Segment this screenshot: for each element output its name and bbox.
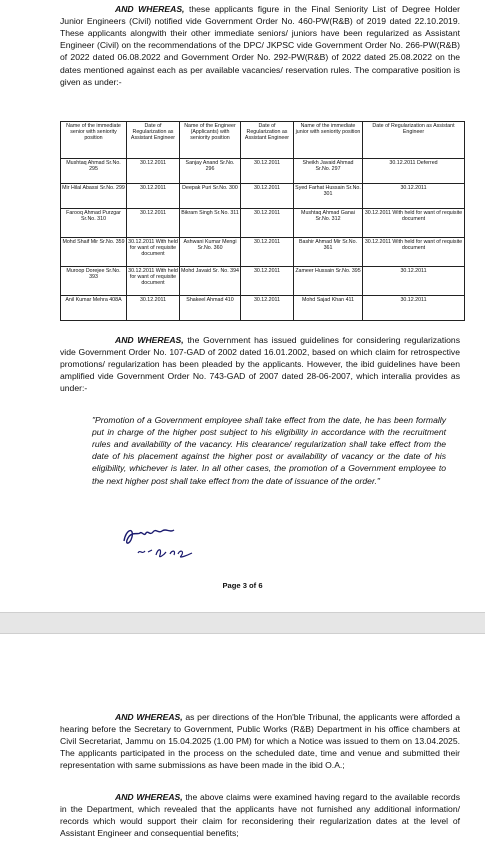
- table-header: Date of Regularization as Assistant Engineer: [363, 122, 465, 159]
- table-row: [61, 267, 465, 296]
- table-cell: 30.12.2011: [241, 296, 294, 321]
- page-number: Page 3 of 6: [222, 581, 263, 590]
- table-cell: Zameer Hussain Sr.No. 395: [294, 267, 363, 296]
- table-cell: Muroop Dorejee Sr.No. 393: [61, 267, 127, 296]
- table-row: [61, 184, 465, 209]
- paragraph-lead: AND WHEREAS,: [115, 711, 183, 722]
- paragraph-lead: AND WHEREAS,: [115, 791, 183, 802]
- table-cell: 30.12.2011: [127, 296, 180, 321]
- paragraph-text: the above claims were examined having regard to the available records in the Department, which revealed that the applicants have not furnished any additional information/ records which would support their claim for reconsidering their regularization dates at the level of Assistant Engineer and consequential benefits;: [60, 791, 460, 839]
- quoted-order-text: "Promotion of a Government employee shall take effect from the date, he has been formally put in charge of the higher post subject to his eligibility in accordance with the recruitment rules and availability of the vacancy. His clearance/ regularization shall take effect from the date of his placement against the higher post or availability of vacancy or the date of his eligibility, whichever is later. In all other cases, the promotion of a Government employee to the next higher post shall take effect from the date of issuance of the order.": [92, 414, 446, 486]
- table-cell: 30.12.2011 With held for want of requisite document: [127, 238, 180, 267]
- table-cell: Mir Hilal Abassi Sr.No. 299: [61, 184, 127, 209]
- table-cell: Syed Farhat Hussain Sr.No. 301: [294, 184, 363, 209]
- table-cell: 30.12.2011 With held for want of requisite document: [363, 209, 465, 238]
- table-cell: Farooq Ahmad Purzgar Sr.No. 310: [61, 209, 127, 238]
- table-cell: 30.12.2011: [127, 159, 180, 184]
- table-row: [61, 159, 465, 184]
- table-cell: 30.12.2011: [241, 238, 294, 267]
- table-cell: Mohd Shaif Mir Sr.No. 359: [61, 238, 127, 267]
- paragraph-text: as per directions of the Hon'ble Tribunal, the applicants were afforded a hearing before the Secretary to Government, Public Works (R&B) Department in his office chambers at Civil Secretariat, Jammu on 15.04.2025 (1.00 PM) for which a Notice was issued to them on 13.04.2025. The applicants participated in the process on the scheduled date, time and venue and submitted their representation with same submissions as have been made in the ibid O.A.;: [60, 711, 460, 771]
- page-separator: [0, 612, 485, 634]
- table-header: Name of the Engineer (Applicants) with seniority position: [180, 122, 241, 159]
- paragraph-lead: AND WHEREAS,: [115, 334, 184, 345]
- handwritten-signature: [118, 521, 213, 563]
- table-cell: Bikram Singh Sr.No. 311: [180, 209, 241, 238]
- table-cell: Deepak Puri Sr.No. 300: [180, 184, 241, 209]
- table-cell: Mushtaq Ahmad Sr.No. 295: [61, 159, 127, 184]
- table-cell: 30.12.2011: [241, 184, 294, 209]
- paragraph-hearing: [60, 711, 460, 772]
- table-header: Date of Regularization as Assistant Engineer: [241, 122, 294, 159]
- table-header: Name of the immediate senior with seniority position: [61, 122, 127, 159]
- document-page-4: [0, 634, 485, 846]
- table-cell: 30.12.2011: [363, 184, 465, 209]
- paragraph-seniority: [60, 3, 460, 88]
- table-row: [61, 296, 465, 321]
- table-cell: Mohd Javaid Sr. No. 394: [180, 267, 241, 296]
- table-header-row: [61, 122, 465, 159]
- signature-icon: [118, 521, 213, 563]
- table-cell: Sheikh Javaid Ahmad Sr.No. 297: [294, 159, 363, 184]
- paragraph-examination: [60, 791, 460, 840]
- table-cell: 30.12.2011: [241, 159, 294, 184]
- table-cell: 30.12.2011: [241, 209, 294, 238]
- table-cell: Bashir Ahmad Mir Sr.No. 361: [294, 238, 363, 267]
- paragraph-text: the Government has issued guidelines for considering regularizations vide Government Order No. 107-GAD of 2002 dated 16.01.2002, based on which claim for retrospective promotions/ regularization has been pleaded by the applicants. However, the ibid guidelines have been amplified vide Government Order No. 743-GAD of 2007 dated 28-06-2007, which interalia provides as under:-: [60, 334, 460, 394]
- table-cell: Anil Kumar Mehra 408A: [61, 296, 127, 321]
- table-cell: Mushtaq Ahmad Ganai Sr.No. 312: [294, 209, 363, 238]
- table-cell: 30.12.2011: [241, 267, 294, 296]
- paragraph-guidelines: [60, 334, 460, 395]
- table-cell: Ashwani Kumar Mengi Sr.No. 360: [180, 238, 241, 267]
- table-cell: 30.12.2011: [127, 209, 180, 238]
- table-cell: 30.12.2011: [363, 296, 465, 321]
- table-header: Name of the immediate junior with seniority position: [294, 122, 363, 159]
- table-row: [61, 209, 465, 238]
- table-cell: 30.12.2011: [363, 267, 465, 296]
- comparative-position-table: [60, 121, 465, 321]
- paragraph-text: these applicants figure in the Final Seniority List of Degree Holder Junior Engineers (Civil) notified vide Government Order No. 460-PW(R&B) of 2019 dated 22.10.2019. These applicants alongwith their other immediate seniors/ juniors have been regularized as Assistant Engineer (Civil) on the recommendations of the DPC/ JKPSC vide Government Order No. 266-PW(R&B) of 2022 dated 06.08.2022 and Government Order No. 292-PW(R&B) of 2022 dated 25.08.2022 on the dates mentioned against each as per available vacancies/ reservation rules. The comparative position is given as under:-: [60, 3, 460, 87]
- table-cell: 30.12.2011: [127, 184, 180, 209]
- table-cell: Shakeel Ahmad 410: [180, 296, 241, 321]
- table-header: Date of Regularization as Assistant Engineer: [127, 122, 180, 159]
- table-cell: 30.12.2011 Deferred: [363, 159, 465, 184]
- table-row: [61, 238, 465, 267]
- table-cell: 30.12.2011 With held for want of requisite document: [127, 267, 180, 296]
- table-cell: Sanjay Anand Sr.No. 296: [180, 159, 241, 184]
- table-cell: Mohd Sajad Khan 411: [294, 296, 363, 321]
- paragraph-lead: AND WHEREAS,: [115, 3, 185, 14]
- table-cell: 30.12.2011 With held for want of requisite document: [363, 238, 465, 267]
